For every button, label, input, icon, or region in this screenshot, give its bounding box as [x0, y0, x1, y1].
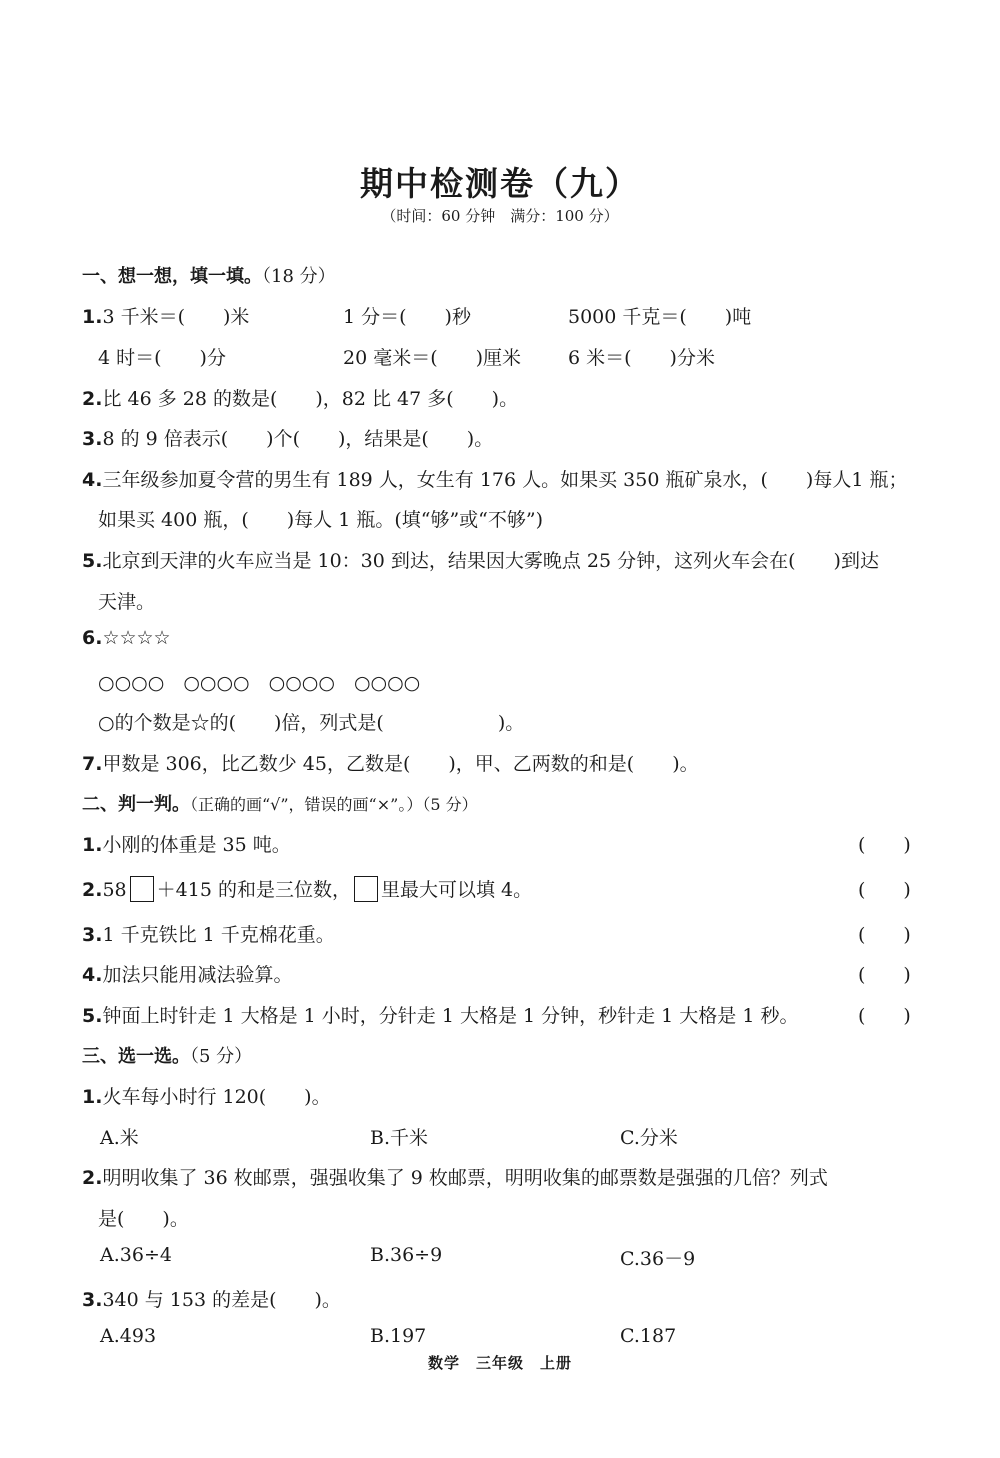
question-text: 3 千米＝( )米 — [102, 306, 250, 328]
question-1-5-line2: 天津。 — [98, 591, 156, 613]
section-3-points: （5 分） — [190, 1046, 253, 1067]
question-1-5 — [82, 546, 879, 573]
question-text: 北京到天津的火车应当是 10：30 到达，结果因大雾晚点 25 分钟，这列火车会在( )到达 — [102, 550, 879, 572]
question-text: 小刚的体重是 35 吨。 — [102, 834, 291, 856]
exam-info: （时间：60 分钟 满分：100 分） — [381, 207, 619, 225]
question-text: 钟面上时针走 1 大格是 1 小时，分针走 1 大格是 1 分钟，秒针走 1 大格是 1 秒。 — [102, 1005, 799, 1027]
blank-box — [130, 876, 154, 902]
section-2-heading — [82, 790, 478, 816]
question-1-4 — [82, 465, 907, 492]
question-number: 3. — [82, 1289, 103, 1311]
option-a: A.493 — [100, 1325, 157, 1347]
section-1-title: 一、想一想，填一填。 — [82, 266, 262, 287]
question-number: 1. — [82, 306, 103, 328]
page-footer: 数学 三年级 上册 — [427, 1354, 572, 1372]
question-text: 8 的 9 倍表示( )个( )，结果是( )。 — [102, 428, 494, 450]
question-number: 1. — [82, 834, 103, 856]
question-1-1 — [82, 302, 249, 329]
question-number: 5. — [82, 1005, 103, 1027]
question-number: 2. — [82, 879, 103, 901]
option-a: A.米 — [100, 1127, 139, 1149]
section-3-heading — [82, 1042, 252, 1068]
question-1-6-text: ○的个数是☆的( )倍，列式是( )。 — [98, 712, 525, 734]
judge-item-1 — [82, 830, 291, 857]
question-1-1-f: 6 米＝( )分米 — [568, 347, 715, 369]
answer-paren: ( ) — [858, 834, 911, 856]
question-1-2 — [82, 384, 518, 411]
question-number: 7. — [82, 753, 103, 775]
question-number: 6. — [82, 627, 103, 649]
question-1-7 — [82, 749, 699, 776]
question-number: 1. — [82, 1086, 103, 1108]
question-1-1-c: 5000 千克＝( )吨 — [568, 306, 752, 328]
question-number: 2. — [82, 1167, 103, 1189]
question-text: 340 与 153 的差是( )。 — [102, 1289, 341, 1311]
option-a: A.36÷4 — [100, 1244, 172, 1266]
question-number: 3. — [82, 924, 103, 946]
answer-paren: ( ) — [858, 964, 911, 986]
answer-paren: ( ) — [858, 879, 911, 901]
question-number: 4. — [82, 469, 103, 491]
question-number: 4. — [82, 964, 103, 986]
choice-question-2 — [82, 1163, 828, 1190]
section-1-points: （18 分） — [262, 266, 336, 287]
question-text: 明明收集了 36 枚邮票，强强收集了 9 枚邮票，明明收集的邮票数是强强的几倍？列式 — [102, 1167, 828, 1189]
question-text: 1 千克铁比 1 千克棉花重。 — [102, 924, 335, 946]
section-1-heading — [82, 262, 336, 288]
question-text: 加法只能用减法验算。 — [102, 964, 293, 986]
judge-item-4 — [82, 960, 292, 987]
choice-question-3 — [82, 1285, 341, 1312]
judge-item-3 — [82, 920, 335, 947]
question-text: 里最大可以填 4。 — [380, 879, 533, 901]
option-b: B.36÷9 — [370, 1244, 443, 1266]
option-b: B.197 — [370, 1325, 427, 1347]
question-text: 甲数是 306，比乙数少 45，乙数是( )，甲、乙两数的和是( )。 — [102, 753, 699, 775]
option-c: C.36－9 — [620, 1248, 696, 1270]
choice-question-1 — [82, 1082, 331, 1109]
section-2-title: 二、判一判。 — [82, 794, 190, 815]
question-number: 3. — [82, 428, 103, 450]
question-1-3 — [82, 424, 493, 451]
circles-row: ○○○○ ○○○○ ○○○○ ○○○○ — [98, 672, 421, 694]
question-text: 火车每小时行 120( )。 — [102, 1086, 331, 1108]
question-1-6 — [82, 627, 171, 649]
question-1-4-line2: 如果买 400 瓶，( )每人 1 瓶。(填“够”或“不够”) — [98, 509, 544, 531]
question-text: 58 — [102, 879, 127, 901]
question-1-1-b: 1 分＝( )秒 — [343, 306, 471, 328]
question-text: 三年级参加夏令营的男生有 189 人，女生有 176 人。如果买 350 瓶矿泉水，( )每人1 瓶； — [102, 469, 908, 491]
question-number: 5. — [82, 550, 103, 572]
option-c: C.分米 — [620, 1127, 678, 1149]
stars-row: ☆☆☆☆ — [102, 627, 171, 649]
answer-paren: ( ) — [858, 924, 911, 946]
question-text: 比 46 多 28 的数是( )，82 比 47 多( )。 — [102, 388, 519, 410]
question-number: 2. — [82, 388, 103, 410]
section-2-note: （正确的画“√”，错误的画“×”。）（5 分） — [190, 795, 478, 814]
choice-question-2-line2: 是( )。 — [98, 1208, 189, 1230]
page-title: 期中检测卷（九） — [360, 164, 640, 203]
option-b: B.千米 — [370, 1127, 429, 1149]
judge-item-5 — [82, 1001, 798, 1028]
question-text: ＋415 的和是三位数， — [156, 879, 351, 901]
judge-item-2 — [82, 875, 532, 902]
question-1-1-e: 20 毫米＝( )厘米 — [343, 347, 522, 369]
question-1-1-d: 4 时＝( )分 — [98, 347, 226, 369]
blank-box — [354, 876, 378, 902]
option-c: C.187 — [620, 1325, 677, 1347]
section-3-title: 三、选一选。 — [82, 1046, 190, 1067]
answer-paren: ( ) — [858, 1005, 911, 1027]
